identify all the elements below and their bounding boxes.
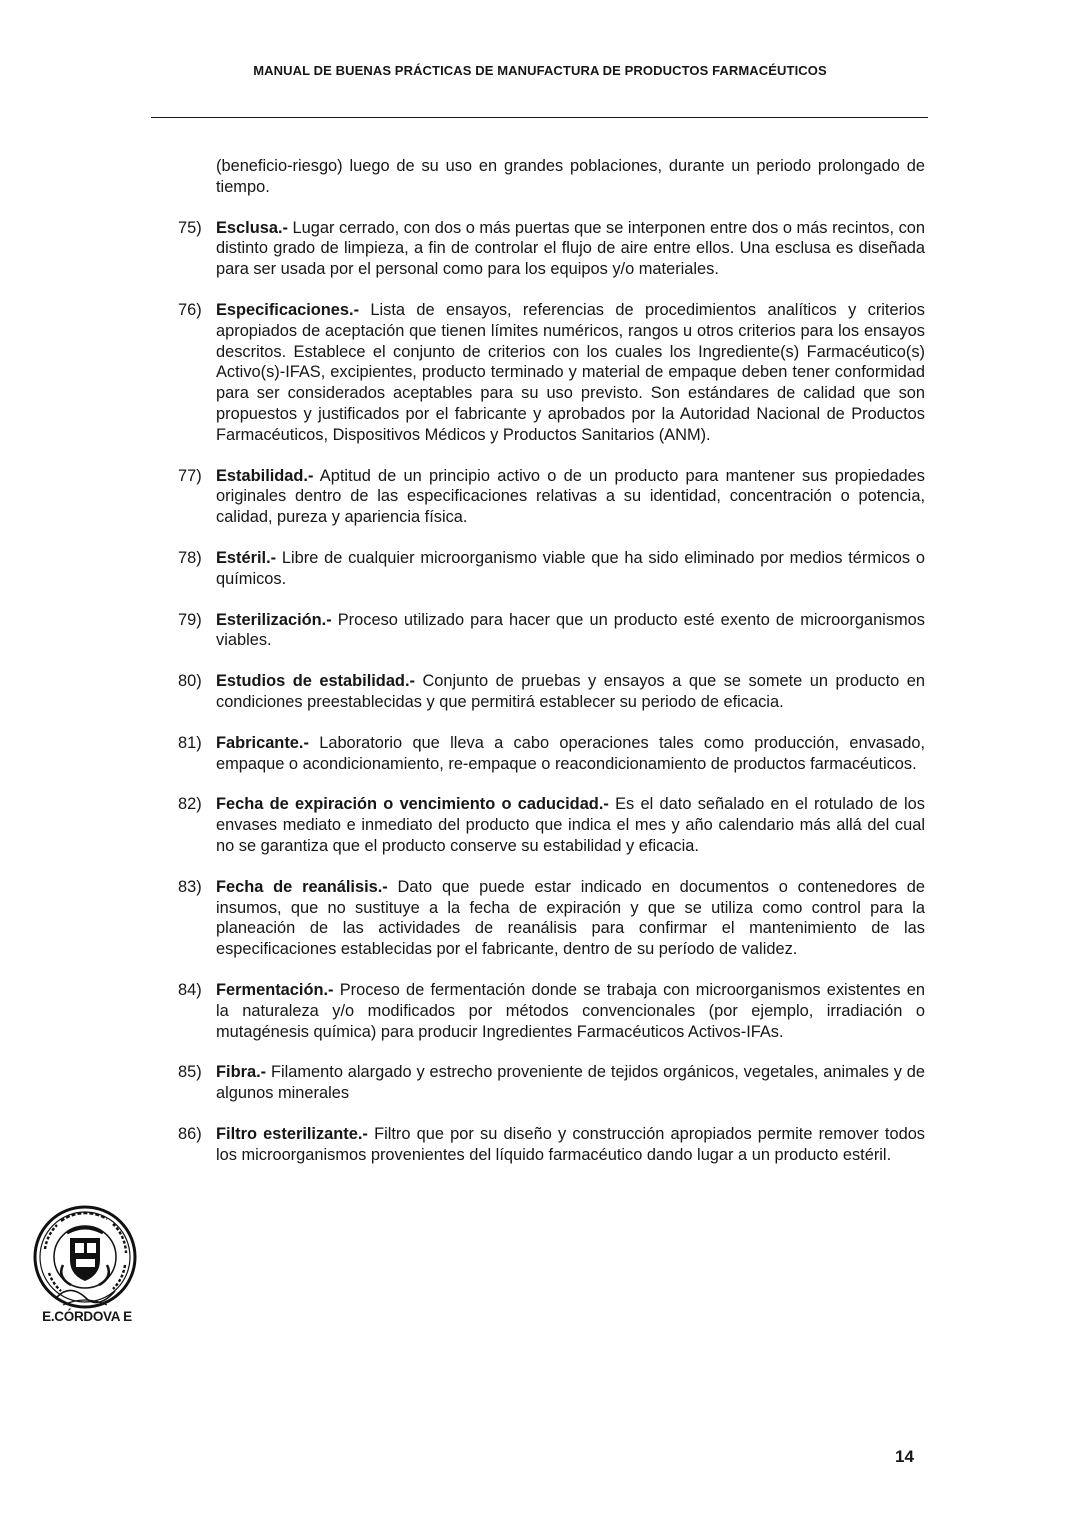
- entry-number: 82): [178, 795, 202, 814]
- entry-number: 81): [178, 733, 202, 752]
- entry-term: Fecha de expiración o vencimiento o caducidad.-: [216, 795, 609, 814]
- definition-entry-77: [174, 466, 925, 528]
- definition-entry-78: [174, 548, 925, 590]
- entry-number: 84): [178, 980, 202, 999]
- definition-entry-82: [174, 794, 925, 856]
- definition-entry-84: [174, 980, 925, 1042]
- entry-number: 77): [178, 466, 202, 485]
- header-divider: [151, 117, 928, 118]
- entry-term: Fecha de reanálisis.-: [216, 877, 388, 896]
- entry-term: Esterilización.-: [216, 610, 332, 629]
- entry-term: Filtro esterilizante.-: [216, 1124, 368, 1143]
- definition-entry-76: [174, 300, 925, 446]
- entry-term: Estudios de estabilidad.-: [216, 672, 415, 691]
- definition-entry-75: [174, 218, 925, 280]
- definition-entry-85: [174, 1062, 925, 1104]
- page-number: 14: [895, 1447, 914, 1466]
- entry-number: 83): [178, 877, 202, 896]
- entry-term: Fibra.-: [216, 1063, 267, 1082]
- entry-number: 79): [178, 610, 202, 629]
- entry-definition: Filtro que por su diseño y construcción apropiados permite remover todos los microorganismos provenientes del líquido farmacéutico dando lugar a un producto estéril.: [216, 1124, 926, 1164]
- entry-number: 75): [178, 218, 202, 237]
- definition-entry-80: [174, 671, 925, 713]
- entry-definition: Es el dato señalado en el rotulado de los envases mediato e inmediato del producto que indica el mes y año calendario más allá del cual no se garantiza que el producto conserve su estabilidad y eficacia.: [216, 795, 925, 855]
- entry-term: Fabricante.-: [216, 733, 309, 752]
- intro-paragraph: (beneficio-riesgo) luego de su uso en grandes poblaciones, durante un periodo prolongado de tiempo.: [216, 157, 925, 196]
- entry-term: Estabilidad.-: [216, 466, 314, 485]
- entry-term: Especificaciones.-: [216, 300, 360, 319]
- entry-definition: Laboratorio que lleva a cabo operaciones tales como producción, envasado, empaque o acondicionamiento, re-empaque o reacondicionamiento de productos farmacéuticos.: [216, 733, 925, 773]
- entry-definition: Dato que puede estar indicado en documentos o contenedores de insumos, que no sustituye a la fecha de expiración y que se utiliza como control para la planeación de las actividades de reanálisis para confirmar el mantenimiento de las especificaciones establecidas por el fabricante, dentro de su período de validez.: [216, 877, 926, 959]
- entry-term: Estéril.-: [216, 548, 277, 567]
- entry-number: 86): [178, 1124, 202, 1143]
- entry-definition: Aptitud de un principio activo o de un producto para mantener sus propiedades originales dentro de las especificaciones relativas a su identidad, concentración o potencia, calidad, pureza y apariencia física.: [216, 466, 925, 527]
- seal-caption: E.CÓRDOVA E: [42, 1309, 132, 1324]
- definitions-list: [174, 156, 925, 1165]
- entry-number: 76): [178, 300, 202, 319]
- entry-definition: Lugar cerrado, con dos o más puertas que se interponen entre dos o más recintos, con distinto grado de limpieza, a fin de controlar el flujo de aire entre ellos. Una esclusa es diseñada para ser usada por el personal como para los equipos y/o materiales.: [216, 218, 925, 279]
- entry-definition: Filamento alargado y estrecho proveniente de tejidos orgánicos, vegetales, animales y de algunos minerales: [216, 1063, 925, 1103]
- entry-definition: Lista de ensayos, referencias de procedimientos analíticos y criterios apropiados de aceptación que tienen límites numéricos, rangos u otros criterios para los ensayos descritos. Establece el conjunto de criterios con los cuales los Ingrediente(s) Farmacéutico(s) Activo(s)-IFAS, excipientes, producto terminado y material de empaque deben tener conformidad para ser considerados aceptables para su uso previsto. Son estándares de calidad que son propuestos y justificados por el fabricante y aprobados por la Autoridad Nacional de Productos Farmacéuticos, Dispositivos Médicos y Productos Sanitarios (ANM).: [216, 300, 925, 444]
- definition-entry-79: [174, 610, 925, 652]
- entry-definition: Conjunto de pruebas y ensayos a que se somete un producto en condiciones preestablecidas y que permitirá establecer su periodo de eficacia.: [216, 672, 925, 711]
- entry-definition: Proceso utilizado para hacer que un producto esté exento de microorganismos viables.: [216, 610, 925, 650]
- definition-entry-83: [174, 877, 925, 960]
- entry-term: Fermentación.-: [216, 980, 334, 999]
- page-header-title: MANUAL DE BUENAS PRÁCTICAS DE MANUFACTURA DE PRODUCTOS FARMACÉUTICOS: [253, 63, 827, 78]
- entry-number: 78): [178, 548, 202, 567]
- definition-entry-81: [174, 733, 925, 775]
- definition-entry-86: [174, 1124, 925, 1166]
- entry-number: 80): [178, 672, 202, 691]
- entry-term: Esclusa.-: [216, 218, 288, 237]
- entry-definition: Proceso de fermentación donde se trabaja con microorganismos existentes en la naturaleza y/o modificados por métodos convencionales (por ejemplo, irradiación o mutagénesis química) para producir Ingredientes Farmacéuticos Activos-IFAs.: [216, 980, 925, 1041]
- entry-definition: Libre de cualquier microorganismo viable que ha sido eliminado por medios térmicos o químicos.: [216, 548, 925, 588]
- entry-number: 85): [178, 1063, 202, 1082]
